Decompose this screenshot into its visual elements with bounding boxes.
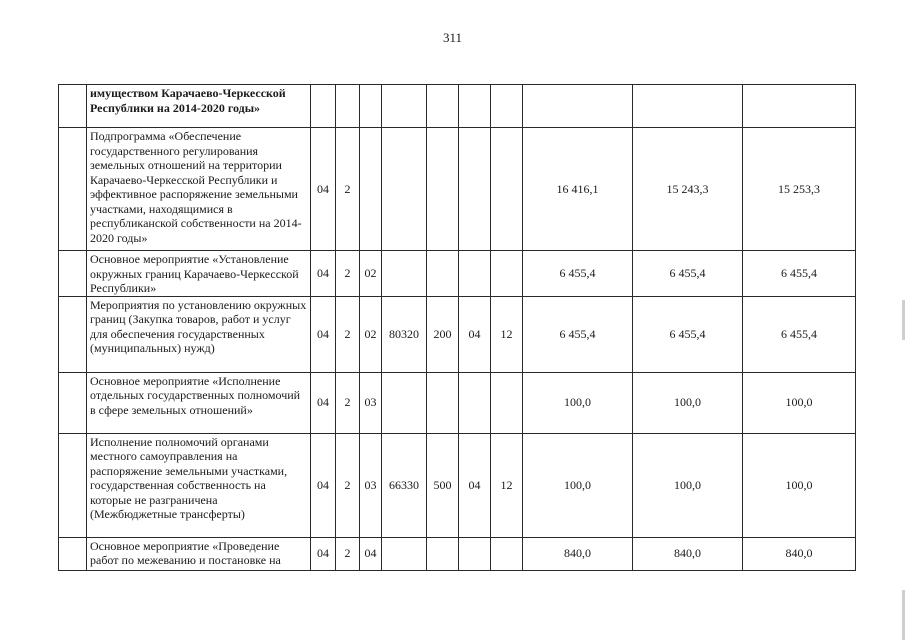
- section-cell: [459, 372, 491, 433]
- ministry-code-cell: 04: [311, 537, 336, 570]
- program-code-cell: 2: [336, 296, 360, 372]
- blank-cell: [59, 85, 87, 128]
- ministry-code-cell: [311, 85, 336, 128]
- ministry-code-cell: 04: [311, 251, 336, 297]
- expense-type-cell: [427, 251, 459, 297]
- row-name-cell: Основное мероприятие «Установление окружных границ Карачаево-Черкесской Республики»: [87, 251, 311, 297]
- amount-2019-cell: [743, 85, 856, 128]
- subprogram-code-cell: 04: [360, 537, 382, 570]
- page-number: 311: [442, 30, 463, 45]
- blank-cell: [59, 372, 87, 433]
- amount-2017-cell: 6 455,4: [523, 296, 633, 372]
- ministry-code-cell: 04: [311, 372, 336, 433]
- subsection-cell: [491, 128, 523, 251]
- budget-table: [58, 84, 856, 571]
- table-body: [59, 85, 856, 571]
- expense-type-cell: [427, 537, 459, 570]
- section-cell: 04: [459, 296, 491, 372]
- row-name-cell: Мероприятия по установлению окружных границ (Закупка товаров, работ и услуг для обеспечения государственных (муниципальных) нужд): [87, 296, 311, 372]
- blank-cell: [59, 433, 87, 537]
- amount-2018-cell: 6 455,4: [633, 296, 743, 372]
- amount-2018-cell: 15 243,3: [633, 128, 743, 251]
- expense-type-cell: 200: [427, 296, 459, 372]
- section-cell: [459, 537, 491, 570]
- section-cell: [459, 85, 491, 128]
- program-code-cell: 2: [336, 251, 360, 297]
- ministry-code-cell: 04: [311, 128, 336, 251]
- program-code-cell: [336, 85, 360, 128]
- subsection-cell: 12: [491, 296, 523, 372]
- subprogram-code-cell: 03: [360, 372, 382, 433]
- subsection-cell: [491, 537, 523, 570]
- table-row: [59, 372, 856, 433]
- row-name-cell: имуществом Карачаево-Черкесской Республики на 2014-2020 годы»: [87, 85, 311, 128]
- row-name-cell: Исполнение полномочий органами местного самоуправления на распоряжение земельными участками, государственная собственность на которые не разграничена (Межбюджетные трансферты): [87, 433, 311, 537]
- section-cell: [459, 128, 491, 251]
- amount-2018-cell: 100,0: [633, 433, 743, 537]
- table-row: [59, 85, 856, 128]
- expense-type-cell: [427, 372, 459, 433]
- subprogram-code-cell: 02: [360, 251, 382, 297]
- amount-2017-cell: 6 455,4: [523, 251, 633, 297]
- amount-2017-cell: 840,0: [523, 537, 633, 570]
- section-cell: 04: [459, 433, 491, 537]
- amount-2019-cell: 6 455,4: [743, 296, 856, 372]
- row-name-cell: Основное мероприятие «Проведение работ по межеванию и постановке на: [87, 537, 311, 570]
- expense-type-cell: [427, 85, 459, 128]
- amount-2018-cell: 6 455,4: [633, 251, 743, 297]
- program-code-cell: 2: [336, 372, 360, 433]
- program-code-cell: 2: [336, 128, 360, 251]
- amount-2019-cell: 100,0: [743, 433, 856, 537]
- amount-2017-cell: 100,0: [523, 433, 633, 537]
- subprogram-code-cell: 02: [360, 296, 382, 372]
- amount-2017-cell: [523, 85, 633, 128]
- subprogram-code-cell: 03: [360, 433, 382, 537]
- subprogram-code-cell: [360, 85, 382, 128]
- blank-cell: [59, 251, 87, 297]
- amount-2019-cell: 100,0: [743, 372, 856, 433]
- amount-2017-cell: 16 416,1: [523, 128, 633, 251]
- expense-type-cell: 500: [427, 433, 459, 537]
- table-row: [59, 433, 856, 537]
- blank-cell: [59, 128, 87, 251]
- row-name-cell: Подпрограмма «Обеспечение государственного регулирования земельных отношений на территории Карачаево-Черкесской Республики и эффективное распоряжение земельными участками, находящимися в республиканской собственности на 2014-2020 годы»: [87, 128, 311, 251]
- target-article-cell: [382, 372, 427, 433]
- table-row: [59, 128, 856, 251]
- amount-2018-cell: 100,0: [633, 372, 743, 433]
- amount-2018-cell: 840,0: [633, 537, 743, 570]
- amount-2019-cell: 6 455,4: [743, 251, 856, 297]
- table-row: [59, 251, 856, 297]
- section-cell: [459, 251, 491, 297]
- target-article-cell: [382, 85, 427, 128]
- target-article-cell: [382, 128, 427, 251]
- subsection-cell: 12: [491, 433, 523, 537]
- table-row: [59, 296, 856, 372]
- blank-cell: [59, 537, 87, 570]
- target-article-cell: [382, 537, 427, 570]
- subsection-cell: [491, 372, 523, 433]
- target-article-cell: 80320: [382, 296, 427, 372]
- ministry-code-cell: 04: [311, 433, 336, 537]
- program-code-cell: 2: [336, 433, 360, 537]
- amount-2019-cell: 840,0: [743, 537, 856, 570]
- ministry-code-cell: 04: [311, 296, 336, 372]
- subsection-cell: [491, 85, 523, 128]
- amount-2019-cell: 15 253,3: [743, 128, 856, 251]
- subprogram-code-cell: [360, 128, 382, 251]
- expense-type-cell: [427, 128, 459, 251]
- amount-2018-cell: [633, 85, 743, 128]
- target-article-cell: [382, 251, 427, 297]
- amount-2017-cell: 100,0: [523, 372, 633, 433]
- program-code-cell: 2: [336, 537, 360, 570]
- target-article-cell: 66330: [382, 433, 427, 537]
- table-row: [59, 537, 856, 570]
- subsection-cell: [491, 251, 523, 297]
- blank-cell: [59, 296, 87, 372]
- row-name-cell: Основное мероприятие «Исполнение отдельных государственных полномочий в сфере земельных отношений»: [87, 372, 311, 433]
